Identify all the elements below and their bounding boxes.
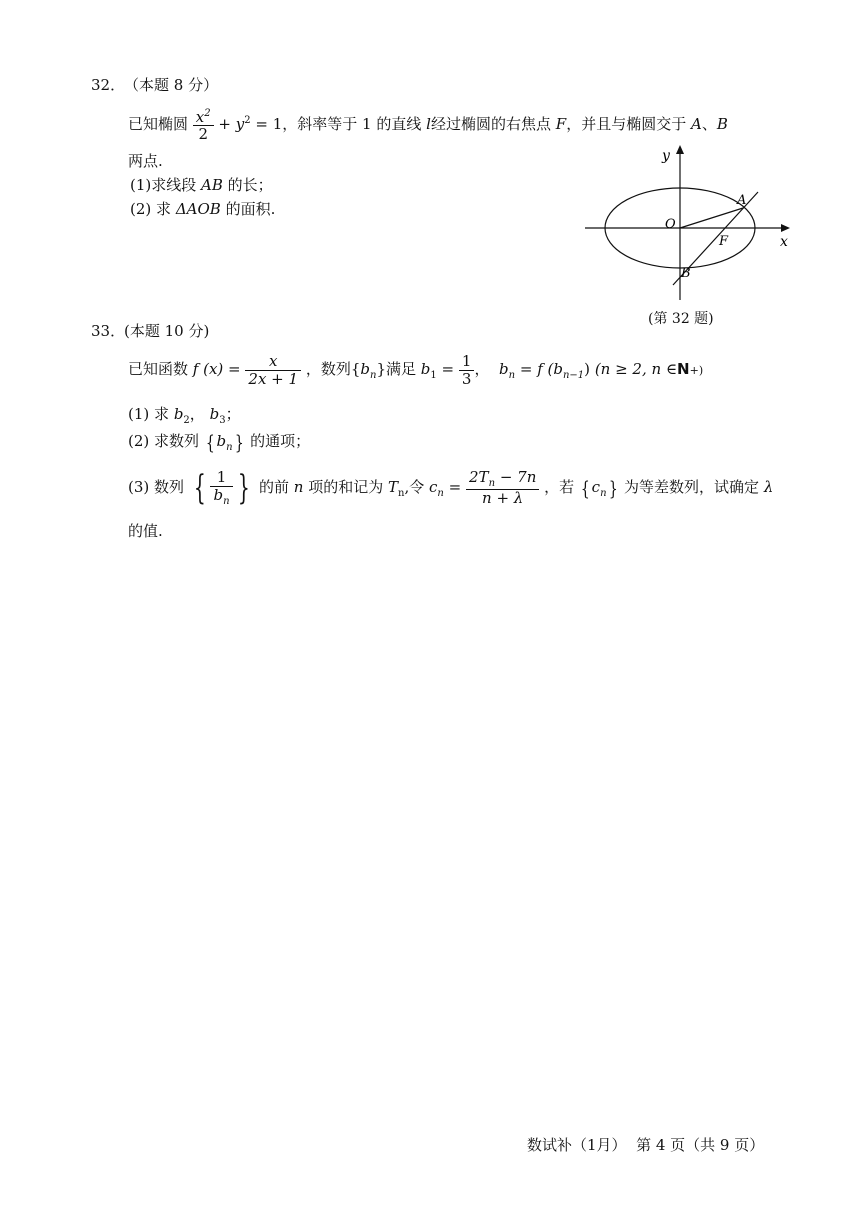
q32-part2-prefix: (2) 求 bbox=[130, 200, 172, 218]
ellipse-tail-sup: 2 bbox=[244, 115, 251, 126]
q33-part3-prefix: (3) 数列 bbox=[128, 478, 185, 496]
label-a: A bbox=[737, 193, 747, 208]
q32-number: 32． bbox=[91, 76, 126, 94]
q33-part3 bbox=[128, 460, 773, 514]
page-footer: 数试补（1月） 第 4 页（共 9 页） bbox=[527, 1136, 765, 1154]
ellipse-den: 2 bbox=[193, 125, 214, 143]
line-name: l bbox=[426, 115, 431, 133]
label-b: B bbox=[681, 266, 691, 281]
part3-T: T bbox=[387, 478, 398, 496]
seq-n: n bbox=[370, 370, 377, 381]
point-a: A bbox=[690, 115, 702, 133]
q33-points: (本题 10 分) bbox=[124, 322, 210, 340]
part3-ruo: ，若 bbox=[544, 478, 575, 496]
bn-label: b bbox=[499, 360, 509, 378]
part3-T-sub: n bbox=[398, 488, 405, 499]
q32-figure bbox=[580, 140, 795, 305]
q32-stem-prefix: 已知椭圆 bbox=[128, 115, 189, 133]
b1-num: 1 bbox=[461, 352, 472, 370]
y-axis-arrow bbox=[676, 145, 684, 154]
b1-fraction bbox=[459, 353, 475, 387]
part1-end: ； bbox=[225, 405, 241, 423]
b3-label: b bbox=[209, 405, 220, 423]
q32-part1 bbox=[130, 174, 273, 195]
part3-c-sub: n bbox=[600, 488, 607, 499]
cn-num-a: 2T bbox=[469, 468, 489, 487]
cn-num-sub: n bbox=[488, 478, 496, 490]
cn-right-brace: } bbox=[608, 476, 618, 500]
q33-part2-suffix: 的通项； bbox=[250, 432, 311, 450]
q32-part1-prefix: (1)求线段 bbox=[130, 176, 197, 194]
reciprocal-num: 1 bbox=[216, 468, 227, 487]
segment-ab: AB bbox=[201, 176, 223, 194]
q33-part1 bbox=[128, 403, 241, 426]
q32-stem-mid: ，斜率等于 1 的直线 bbox=[282, 115, 422, 133]
point-b: B bbox=[716, 115, 728, 133]
left-brace: { bbox=[205, 430, 215, 454]
part3-ling: ,令 bbox=[404, 478, 425, 496]
seq-b: b bbox=[360, 360, 370, 378]
seq-close: }满足 bbox=[376, 360, 416, 378]
ellipse-num-sup: 2 bbox=[204, 107, 211, 119]
point-sep: 、 bbox=[701, 115, 717, 133]
focus-name: F bbox=[555, 115, 567, 133]
cn-den: n + λ bbox=[466, 489, 539, 507]
ellipse-eq: = 1 bbox=[255, 115, 283, 133]
b2-label: b bbox=[173, 405, 184, 423]
label-o: O bbox=[665, 217, 676, 232]
ellipse-num: x bbox=[195, 107, 205, 126]
q32-part1-suffix: 的长； bbox=[227, 176, 273, 194]
b1-comma: ， bbox=[474, 360, 490, 378]
q32-part2 bbox=[130, 198, 275, 219]
part3-mid2: 项的和记为 bbox=[308, 478, 384, 496]
reciprocal-fraction bbox=[210, 469, 232, 507]
part3-n: n bbox=[293, 478, 304, 496]
part2-sub: n bbox=[226, 442, 233, 453]
reciprocal-den-b: b bbox=[213, 485, 224, 504]
q33-stem-prefix: 已知函数 bbox=[128, 360, 189, 378]
cn-label: c bbox=[429, 478, 438, 496]
x-axis-arrow bbox=[781, 224, 790, 232]
part1-sep: ， bbox=[189, 405, 205, 423]
label-x: x bbox=[780, 234, 788, 250]
q32-figure-caption: (第 32 题) bbox=[648, 311, 714, 327]
seq-text: ，数列{ bbox=[305, 360, 361, 378]
fx-num: x bbox=[269, 352, 278, 370]
b1-label: b bbox=[420, 360, 431, 378]
reciprocal-den-sub: n bbox=[223, 495, 230, 507]
part2-b: b bbox=[216, 432, 227, 450]
label-y: y bbox=[662, 148, 670, 164]
natural-set: N bbox=[677, 360, 690, 378]
fx-label: f (x) = bbox=[192, 360, 241, 378]
fx-den: 2x + 1 bbox=[245, 370, 301, 388]
lambda-symbol: λ bbox=[763, 478, 774, 496]
cn-eq: = bbox=[448, 478, 462, 496]
q32-stem-mid2: 经过椭圆的右焦点 bbox=[430, 115, 551, 133]
q33-part2-prefix: (2) 求数列 bbox=[128, 432, 200, 450]
cn-num-b: − 7n bbox=[499, 468, 537, 487]
left-big-brace: { bbox=[193, 468, 206, 508]
q33-last-line: 的值. bbox=[128, 522, 163, 540]
q33-part1-prefix: (1) 求 bbox=[128, 405, 170, 423]
triangle-aob: ΔAOB bbox=[175, 200, 221, 218]
b1-eq: = bbox=[441, 360, 455, 378]
bn-close: ) bbox=[584, 360, 591, 378]
ellipse-tail: + y bbox=[218, 115, 245, 133]
cn-fraction bbox=[466, 469, 539, 507]
condition: (n ≥ 2, n ∈ bbox=[594, 360, 678, 378]
cn-sub: n bbox=[437, 488, 444, 499]
q32-points: （本题 8 分） bbox=[124, 76, 219, 94]
ellipse-fraction bbox=[193, 108, 214, 143]
q32-stem bbox=[128, 98, 728, 144]
q32-line2: 两点. bbox=[128, 152, 163, 170]
bn-arg-sub: n−1 bbox=[562, 370, 585, 381]
b2-sub: 2 bbox=[183, 415, 190, 426]
bn-eq: = f (b bbox=[519, 360, 563, 378]
q32-stem-end: ，并且与椭圆交于 bbox=[566, 115, 687, 133]
bn-sub: n bbox=[508, 370, 516, 381]
right-brace: } bbox=[234, 430, 244, 454]
q32-part2-suffix: 的面积. bbox=[225, 200, 276, 218]
b1-den: 3 bbox=[459, 370, 475, 388]
part3-c: c bbox=[591, 478, 601, 496]
b3-sub: 3 bbox=[219, 415, 226, 426]
right-big-brace: } bbox=[237, 468, 250, 508]
b1-sub: 1 bbox=[430, 370, 437, 381]
condition-plus: +) bbox=[689, 364, 704, 377]
cn-left-brace: { bbox=[580, 476, 590, 500]
q33-number: 33． bbox=[91, 322, 126, 340]
fx-fraction bbox=[245, 353, 301, 387]
part3-mid: 的前 bbox=[258, 478, 289, 496]
q33-stem bbox=[128, 344, 703, 394]
q33-part2 bbox=[128, 430, 310, 454]
part3-tail: 为等差数列，试确定 bbox=[624, 478, 760, 496]
label-f: F bbox=[719, 234, 729, 249]
